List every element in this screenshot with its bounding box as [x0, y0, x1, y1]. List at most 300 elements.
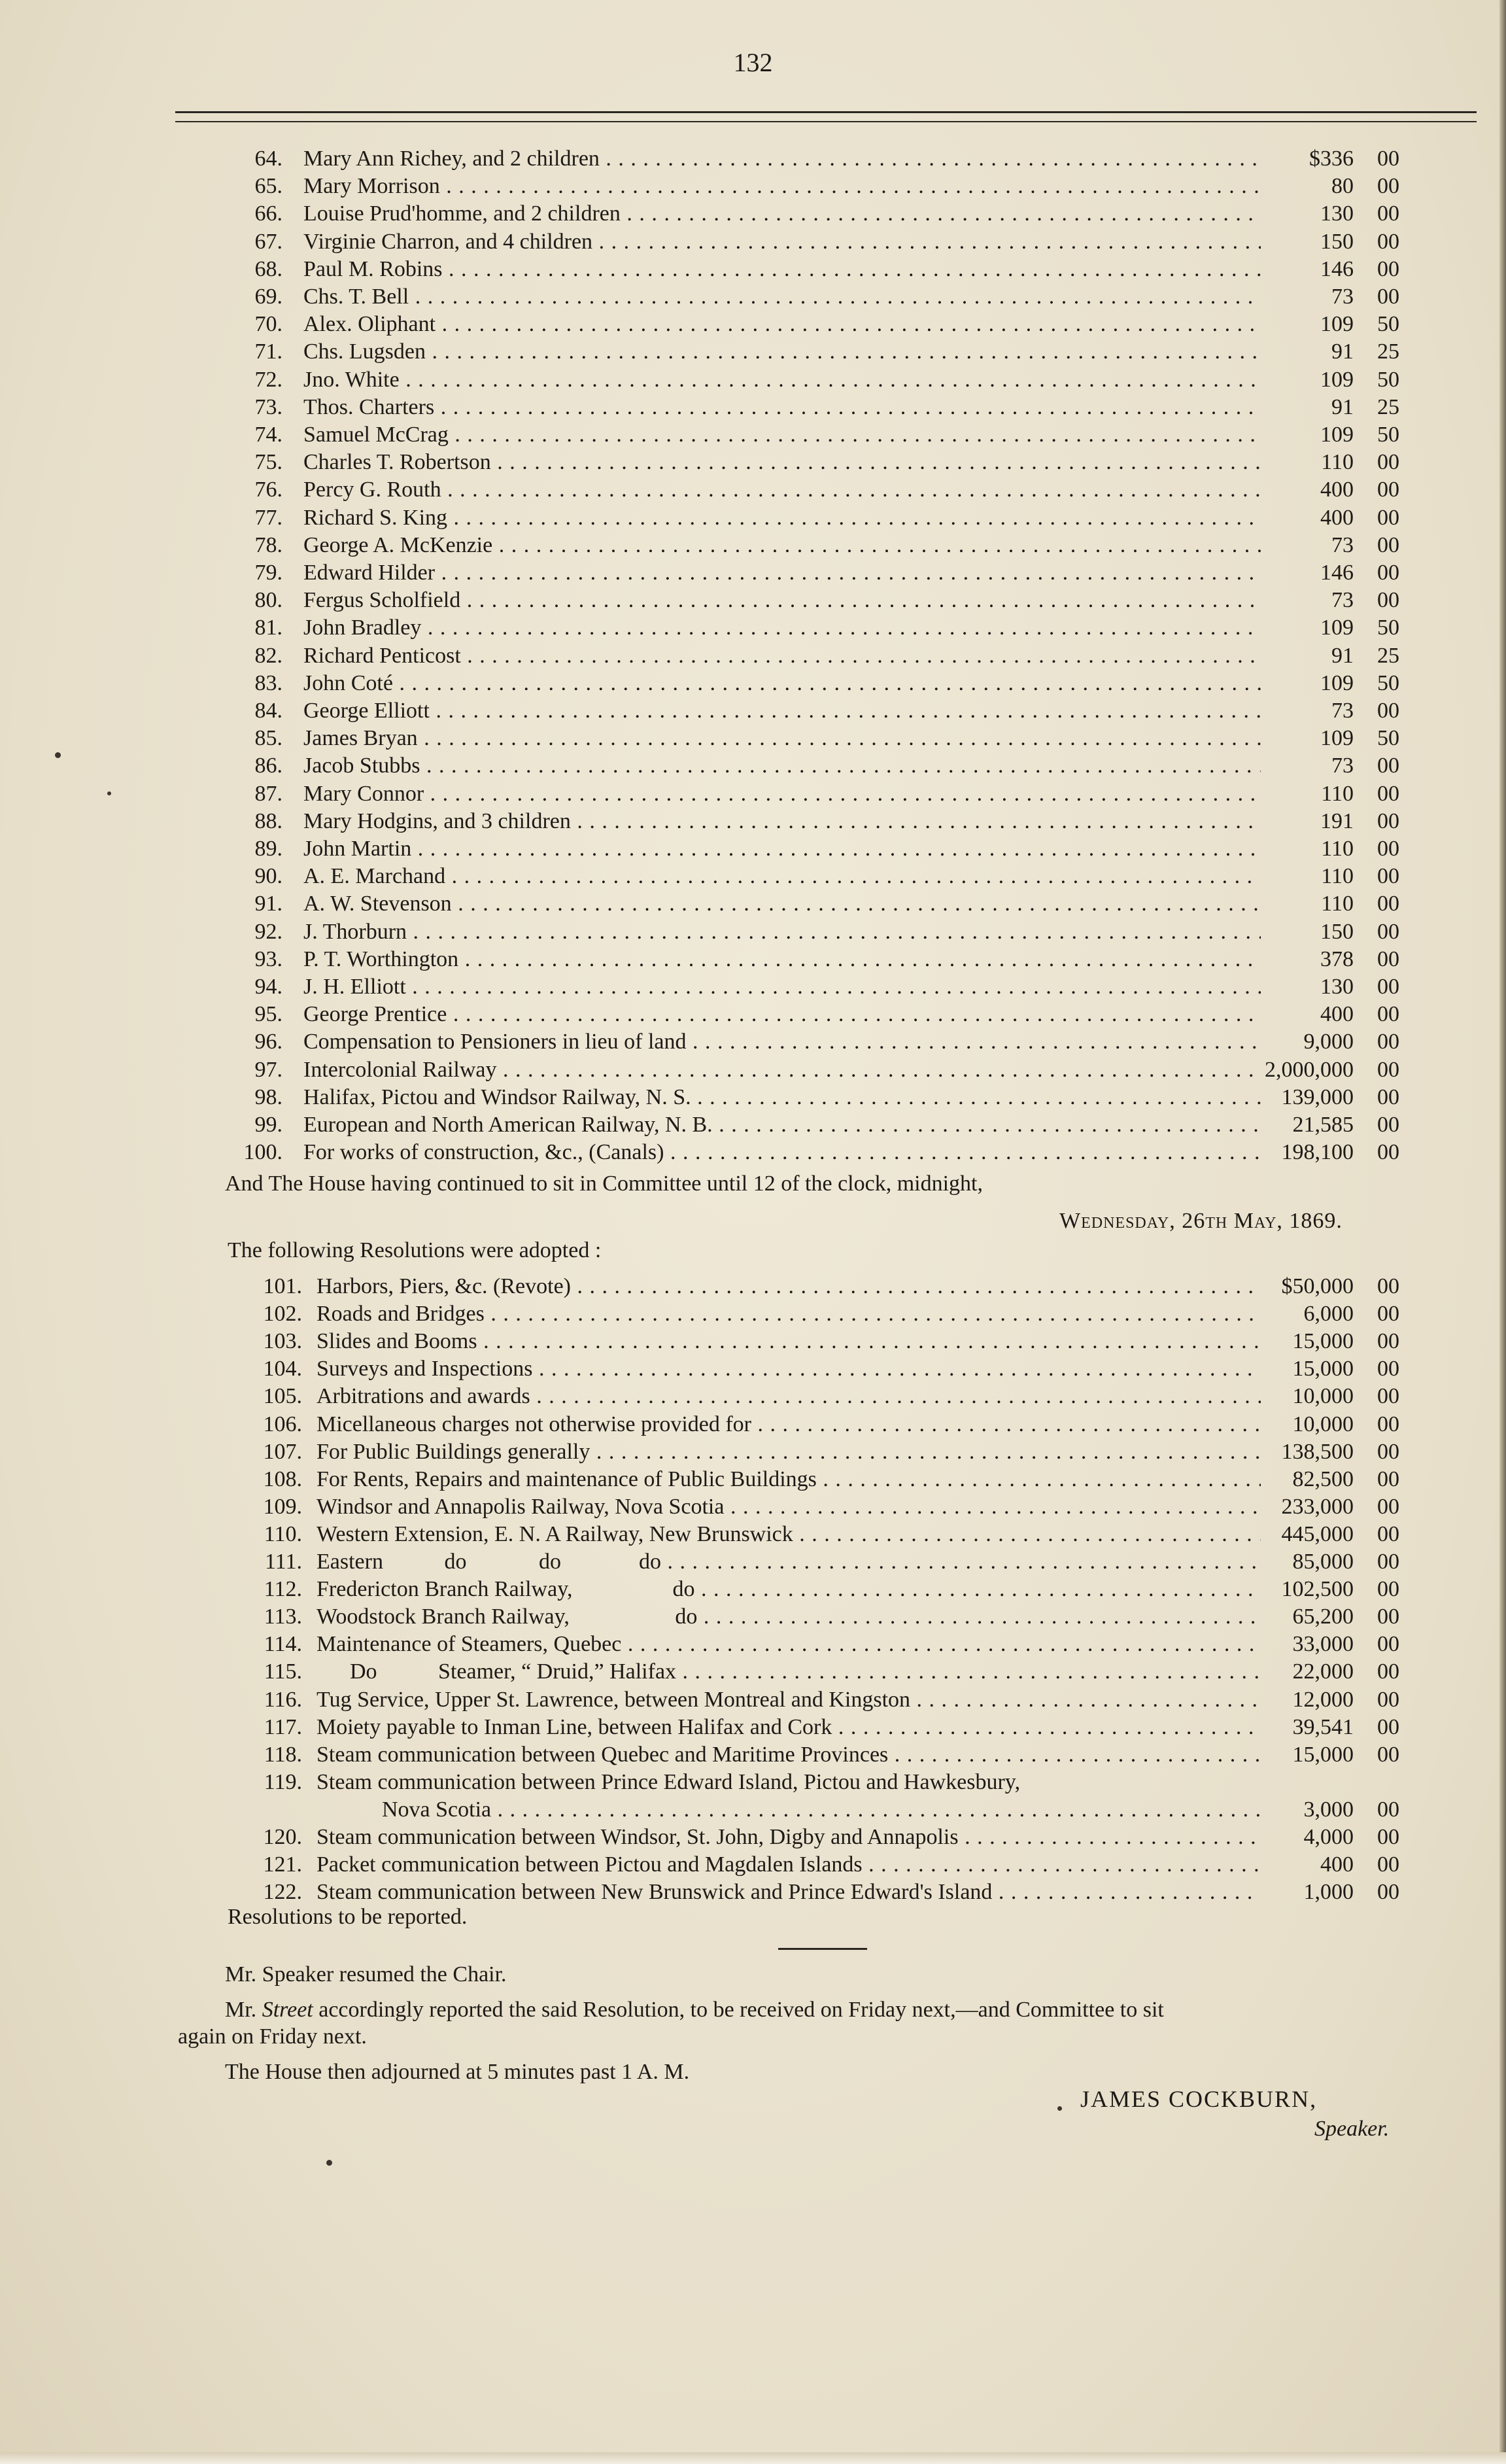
item-description: Steam communication between New Brunswick and Prince Edward's Island . . . [317, 1879, 1261, 1906]
list-row [0, 1139, 1506, 1166]
item-number: 71. [254, 339, 282, 364]
list-row [0, 1741, 1506, 1769]
item-number: 111. [265, 1550, 302, 1574]
item-number: 104. [263, 1357, 302, 1381]
ink-speck [107, 791, 111, 795]
list-row [0, 780, 1506, 808]
item-amount: 110 [1321, 864, 1354, 889]
item-description: Fredericton Branch Railway, do . . . [317, 1576, 1261, 1603]
list-row [0, 559, 1506, 587]
item-cents: 00 [1377, 561, 1399, 585]
item-amount: 33,000 [1292, 1632, 1354, 1657]
report-line-1 [225, 1996, 1164, 2024]
item-number: 107. [263, 1439, 302, 1464]
item-number: 115. [264, 1659, 302, 1684]
item-number: 100. [243, 1140, 282, 1165]
resolutions-intro: The following Resolutions were adopted : [228, 1238, 602, 1262]
item-cents: 00 [1377, 477, 1399, 502]
item-number: 97. [254, 1057, 282, 1082]
item-amount: 4,000 [1303, 1825, 1354, 1849]
item-description: Fergus Scholfield . . . [303, 587, 1261, 614]
item-number: 94. [254, 975, 282, 999]
item-amount: 150 [1320, 919, 1354, 944]
list-row [0, 890, 1506, 918]
item-description: Slides and Booms . . . [317, 1328, 1261, 1355]
page-number: 132 [733, 48, 773, 77]
item-description: Western Extension, E. N. A Railway, New Brunswick . . . [317, 1521, 1261, 1548]
item-cents: 00 [1377, 1880, 1399, 1905]
speaker-name: JAMES COCKBURN, [1080, 2086, 1318, 2112]
item-amount: 198,100 [1281, 1140, 1354, 1165]
list-row [0, 1300, 1506, 1328]
item-description: For works of construction, &c., (Canals) . . . [303, 1139, 1261, 1166]
item-number: 101. [263, 1274, 302, 1298]
item-amount: 73 [1331, 532, 1354, 557]
item-description: Samuel McCrag . . . [303, 421, 1261, 449]
list-row [0, 145, 1506, 173]
list-row [0, 1548, 1506, 1576]
item-description: P. T. Worthington . . . [303, 946, 1261, 973]
item-description: Louise Prud'homme, and 2 children . . . [303, 200, 1261, 228]
item-cents: 00 [1377, 174, 1399, 199]
item-cents: 00 [1377, 256, 1399, 281]
list-row [0, 476, 1506, 504]
item-description: Richard S. King . . . [303, 504, 1261, 532]
item-cents: 50 [1377, 616, 1399, 640]
item-amount: 109 [1320, 670, 1354, 695]
item-cents: 50 [1377, 726, 1399, 751]
list-row [0, 1851, 1506, 1879]
item-cents: 00 [1377, 946, 1399, 971]
item-cents: 00 [1377, 1357, 1399, 1381]
item-cents: 00 [1377, 864, 1399, 889]
list-row [0, 1714, 1506, 1741]
item-cents: 00 [1377, 1632, 1399, 1657]
item-description: Eastern do do do . . . [317, 1548, 1261, 1576]
list-row [0, 1028, 1506, 1056]
list-row [0, 614, 1506, 642]
item-amount: 378 [1320, 946, 1354, 971]
list-row [0, 642, 1506, 670]
ink-speck [1057, 2106, 1062, 2111]
item-description: Harbors, Piers, &c. (Revote) . . . [317, 1273, 1261, 1300]
item-amount: 109 [1320, 726, 1354, 751]
item-description: For Rents, Repairs and maintenance of Public Buildings . . . [317, 1466, 1261, 1493]
item-amount: 22,000 [1292, 1659, 1354, 1684]
item-number: 122. [263, 1880, 302, 1905]
item-number: 66. [254, 201, 282, 226]
item-description: James Bryan . . . [303, 725, 1261, 752]
item-cents: 00 [1377, 1384, 1399, 1409]
list-row [0, 835, 1506, 863]
item-cents: 00 [1377, 1329, 1399, 1354]
item-number: 118. [264, 1742, 302, 1767]
item-description: Richard Penticost . . . [303, 642, 1261, 670]
item-amount: 109 [1320, 367, 1354, 392]
list-row [0, 504, 1506, 532]
item-amount: 39,541 [1292, 1714, 1354, 1739]
item-cents: 50 [1377, 367, 1399, 392]
item-number: 86. [254, 754, 282, 778]
item-cents: 00 [1377, 588, 1399, 613]
item-number: 91. [254, 892, 282, 916]
item-amount: 3,000 [1303, 1797, 1354, 1822]
item-number: 116. [264, 1687, 302, 1712]
item-description: George A. McKenzie . . . [303, 532, 1261, 559]
list-row [0, 228, 1506, 256]
item-amount: 9,000 [1303, 1030, 1354, 1054]
item-number: 72. [254, 367, 282, 392]
item-description: Moiety payable to Inman Line, between Halifax and Cork . . . [317, 1714, 1261, 1741]
item-description: Do Steamer, “ Druid,” Halifax . . . [317, 1658, 1261, 1686]
item-cents: 00 [1377, 1439, 1399, 1464]
list-row [0, 1576, 1506, 1603]
item-description: Tug Service, Upper St. Lawrence, between Montreal and Kingston . . . [317, 1686, 1261, 1714]
item-number: 103. [263, 1329, 302, 1354]
item-description: A. E. Marchand . . . [303, 863, 1261, 890]
item-cents: 00 [1377, 1412, 1399, 1436]
list-row [0, 421, 1506, 449]
item-number: 96. [254, 1030, 282, 1054]
item-description: Thos. Charters . . . [303, 394, 1261, 421]
item-amount: 10,000 [1292, 1384, 1354, 1409]
list-row [0, 256, 1506, 283]
item-number: 121. [263, 1852, 302, 1877]
list-row [0, 366, 1506, 394]
item-description: Steam communication between Quebec and Maritime Provinces . . . [317, 1741, 1261, 1769]
item-description: Windsor and Annapolis Railway, Nova Scotia . . . [317, 1493, 1261, 1521]
item-description: Roads and Bridges . . . [317, 1300, 1261, 1328]
item-description: John Coté . . . [303, 670, 1261, 697]
item-amount: $50,000 [1281, 1274, 1354, 1298]
item-description: Packet communication between Pictou and Magdalen Islands . . . [317, 1851, 1261, 1879]
item-cents: 00 [1377, 1742, 1399, 1767]
item-amount: 146 [1320, 561, 1354, 585]
item-amount: 6,000 [1303, 1302, 1354, 1327]
item-number: 106. [263, 1412, 302, 1436]
item-amount: 73 [1331, 754, 1354, 778]
item-number: 64. [254, 147, 282, 171]
item-cents: 00 [1377, 975, 1399, 999]
page-bottom-edge [0, 2452, 1506, 2464]
item-cents: 50 [1377, 423, 1399, 447]
item-cents: 25 [1377, 339, 1399, 364]
item-description: Mary Hodgins, and 3 children . . . [303, 808, 1261, 835]
mr-label: Mr. [225, 1998, 257, 2022]
item-amount: $336 [1309, 147, 1354, 171]
item-amount: 139,000 [1281, 1085, 1354, 1109]
item-cents: 00 [1377, 285, 1399, 309]
item-description: Maintenance of Steamers, Quebec . . . [317, 1631, 1261, 1658]
item-description: J. H. Elliott . . . [303, 973, 1261, 1001]
resolutions-reported: Resolutions to be reported. [228, 1905, 468, 1929]
item-cents: 00 [1377, 699, 1399, 723]
item-cents: 00 [1377, 1140, 1399, 1165]
list-row [0, 173, 1506, 200]
item-amount: 400 [1320, 477, 1354, 502]
list-row [0, 1438, 1506, 1466]
item-amount: 146 [1320, 256, 1354, 281]
item-description: Nova Scotia . . . [382, 1796, 1261, 1824]
item-description: Alex. Oliphant . . . [303, 311, 1261, 338]
item-number: 88. [254, 808, 282, 833]
item-cents: 00 [1377, 1085, 1399, 1109]
item-amount: 109 [1320, 312, 1354, 337]
item-amount: 233,000 [1281, 1494, 1354, 1519]
item-number: 109. [263, 1494, 302, 1519]
item-cents: 00 [1377, 532, 1399, 557]
item-cents: 00 [1377, 1797, 1399, 1822]
item-number: 95. [254, 1002, 282, 1027]
header-rule [175, 111, 1477, 122]
list-row [0, 1273, 1506, 1300]
list-row [0, 1824, 1506, 1851]
item-cents: 00 [1377, 892, 1399, 916]
item-number: 117. [264, 1714, 302, 1739]
item-amount: 10,000 [1292, 1412, 1354, 1436]
item-description: Paul M. Robins . . . [303, 256, 1261, 283]
item-cents: 00 [1377, 1030, 1399, 1054]
list-row [0, 1686, 1506, 1714]
ink-speck [326, 2160, 332, 2166]
item-number: 99. [254, 1113, 282, 1137]
item-number: 90. [254, 864, 282, 889]
list-row [0, 670, 1506, 697]
item-number: 85. [254, 726, 282, 751]
date-line: Wednesday, 26th May, 1869. [1059, 1209, 1343, 1233]
item-cents: 00 [1377, 1494, 1399, 1519]
item-amount: 130 [1320, 975, 1354, 999]
item-description: Mary Connor . . . [303, 780, 1261, 808]
list-row [0, 1056, 1506, 1084]
item-number: 84. [254, 699, 282, 723]
member-name: Street [262, 1998, 313, 2022]
list-row [0, 338, 1506, 366]
item-description: European and North American Railway, N. B. . . . [303, 1111, 1261, 1139]
item-number: 108. [263, 1466, 302, 1491]
item-number: 113. [264, 1605, 302, 1629]
list-row [0, 311, 1506, 338]
item-description: John Bradley . . . [303, 614, 1261, 642]
item-amount: 109 [1320, 616, 1354, 640]
item-amount: 445,000 [1281, 1521, 1354, 1546]
list-row [0, 697, 1506, 725]
item-amount: 150 [1320, 229, 1354, 254]
item-description: Surveys and Inspections . . . [317, 1355, 1261, 1383]
item-description: John Martin . . . [303, 835, 1261, 863]
item-cents: 00 [1377, 505, 1399, 530]
item-amount: 109 [1320, 423, 1354, 447]
item-amount: 91 [1331, 339, 1354, 364]
item-description: Edward Hilder . . . [303, 559, 1261, 587]
list-row [0, 1521, 1506, 1548]
item-number: 93. [254, 946, 282, 971]
item-number: 98. [254, 1085, 282, 1109]
item-description: Charles T. Robertson . . . [303, 449, 1261, 476]
item-amount: 80 [1331, 174, 1354, 199]
item-cents: 00 [1377, 1466, 1399, 1491]
item-amount: 110 [1321, 781, 1354, 806]
item-number: 110. [264, 1521, 302, 1546]
item-description: Mary Ann Richey, and 2 children . . . [303, 145, 1261, 173]
item-number: 80. [254, 588, 282, 613]
item-number: 74. [254, 423, 282, 447]
item-number: 112. [264, 1577, 302, 1602]
item-number: 67. [254, 229, 282, 254]
item-amount: 110 [1321, 892, 1354, 916]
item-amount: 1,000 [1303, 1880, 1354, 1905]
item-amount: 65,200 [1292, 1605, 1354, 1629]
item-cents: 00 [1377, 808, 1399, 833]
list-row [0, 1769, 1506, 1796]
item-cents: 00 [1377, 450, 1399, 475]
item-amount: 15,000 [1292, 1357, 1354, 1381]
item-number: 87. [254, 781, 282, 806]
list-row [0, 752, 1506, 780]
speaker-title: Speaker. [1314, 2117, 1390, 2141]
item-amount: 110 [1321, 837, 1354, 861]
item-number: 89. [254, 837, 282, 861]
item-amount: 400 [1320, 1852, 1354, 1877]
item-description: Steam communication between Windsor, St. John, Digby and Annapolis . . . [317, 1824, 1261, 1851]
item-number: 70. [254, 312, 282, 337]
item-description: Intercolonial Railway . . . [303, 1056, 1261, 1084]
item-amount: 73 [1331, 699, 1354, 723]
item-cents: 00 [1377, 1577, 1399, 1602]
list-row [0, 1084, 1506, 1111]
item-cents: 00 [1377, 229, 1399, 254]
item-cents: 25 [1377, 643, 1399, 668]
item-cents: 00 [1377, 754, 1399, 778]
item-cents: 00 [1377, 1302, 1399, 1327]
item-description: J. Thorburn . . . [303, 918, 1261, 946]
item-number: 78. [254, 532, 282, 557]
item-cents: 00 [1377, 1521, 1399, 1546]
item-number: 83. [254, 670, 282, 695]
list-row [0, 394, 1506, 421]
list-row [0, 808, 1506, 835]
item-description: Virginie Charron, and 4 children . . . [303, 228, 1261, 256]
item-cents: 50 [1377, 312, 1399, 337]
item-number: 105. [263, 1384, 302, 1409]
item-cents: 50 [1377, 670, 1399, 695]
section-divider [778, 1948, 867, 1950]
item-number: 81. [254, 616, 282, 640]
item-cents: 00 [1377, 1605, 1399, 1629]
item-cents: 00 [1377, 837, 1399, 861]
item-number: 69. [254, 285, 282, 309]
ink-speck [55, 752, 61, 758]
list-row [0, 725, 1506, 752]
item-description: Arbitrations and awards . . . [317, 1383, 1261, 1410]
item-cents: 00 [1377, 1659, 1399, 1684]
item-description: Mary Morrison . . . [303, 173, 1261, 200]
item-number: 75. [254, 450, 282, 475]
list-row [0, 973, 1506, 1001]
item-cents: 00 [1377, 1113, 1399, 1137]
list-row [0, 1001, 1506, 1028]
item-number: 76. [254, 477, 282, 502]
item-amount: 91 [1331, 643, 1354, 668]
item-amount: 73 [1331, 285, 1354, 309]
item-description: Percy G. Routh . . . [303, 476, 1261, 504]
item-cents: 00 [1377, 1714, 1399, 1739]
item-amount: 15,000 [1292, 1329, 1354, 1354]
speaker-resumed: Mr. Speaker resumed the Chair. [225, 1962, 507, 1987]
item-description: Compensation to Pensioners in lieu of land . . . [303, 1028, 1261, 1056]
item-description: George Elliott . . . [303, 697, 1261, 725]
item-number: 120. [263, 1825, 302, 1849]
item-number: 65. [254, 174, 282, 199]
item-amount: 85,000 [1292, 1550, 1354, 1574]
item-number: 73. [254, 394, 282, 419]
item-amount: 15,000 [1292, 1742, 1354, 1767]
item-description: Woodstock Branch Railway, do . . . [317, 1603, 1261, 1631]
item-description: Chs. T. Bell . . . [303, 283, 1261, 311]
item-amount: 82,500 [1292, 1466, 1354, 1491]
item-cents: 00 [1377, 147, 1399, 171]
list-row [0, 1355, 1506, 1383]
list-row [0, 587, 1506, 614]
item-description: Micellaneous charges not otherwise provided for . . . [317, 1411, 1261, 1438]
committee-text: And The House having continued to sit in Committee until 12 of the clock, midnight, [225, 1171, 984, 1196]
report-text: accordingly reported the said Resolution, to be received on Friday next,—and Committee to sit [318, 1998, 1164, 2022]
item-description: Halifax, Pictou and Windsor Railway, N. S. . . . [303, 1084, 1261, 1111]
list-row [0, 200, 1506, 228]
item-amount: 191 [1320, 808, 1354, 833]
list-row [0, 449, 1506, 476]
item-description: Steam communication between Prince Edward Island, Pictou and Hawkesbury, [317, 1769, 1021, 1794]
list-row [0, 1328, 1506, 1355]
item-cents: 00 [1377, 1274, 1399, 1298]
list-row [0, 283, 1506, 311]
item-amount: 400 [1320, 505, 1354, 530]
item-amount: 110 [1321, 450, 1354, 475]
item-description: For Public Buildings generally . . . [317, 1438, 1261, 1466]
list-row [0, 1631, 1506, 1658]
item-amount: 21,585 [1292, 1113, 1354, 1137]
list-row [0, 1411, 1506, 1438]
item-amount: 73 [1331, 588, 1354, 613]
item-cents: 00 [1377, 201, 1399, 226]
item-number: 114. [264, 1632, 302, 1657]
item-cents: 00 [1377, 1002, 1399, 1027]
list-row [0, 863, 1506, 890]
list-row [0, 1658, 1506, 1686]
list-row [0, 1796, 1506, 1824]
item-cents: 00 [1377, 1825, 1399, 1849]
item-number: 82. [254, 643, 282, 668]
item-description: Jacob Stubbs . . . [303, 752, 1261, 780]
item-amount: 130 [1320, 201, 1354, 226]
item-number: 102. [263, 1302, 302, 1327]
item-cents: 00 [1377, 919, 1399, 944]
item-description: Jno. White . . . [303, 366, 1261, 394]
item-description: Chs. Lugsden . . . [303, 338, 1261, 366]
list-row [0, 1383, 1506, 1410]
item-amount: 400 [1320, 1002, 1354, 1027]
item-number: 77. [254, 505, 282, 530]
adjourned-text: The House then adjourned at 5 minutes past 1 A. M. [225, 2060, 690, 2084]
list-row [0, 1879, 1506, 1906]
list-row [0, 532, 1506, 559]
item-cents: 00 [1377, 1057, 1399, 1082]
item-cents: 00 [1377, 1687, 1399, 1712]
list-row [0, 1603, 1506, 1631]
item-amount: 2,000,000 [1265, 1057, 1354, 1082]
item-cents: 00 [1377, 1550, 1399, 1574]
list-row [0, 1493, 1506, 1521]
